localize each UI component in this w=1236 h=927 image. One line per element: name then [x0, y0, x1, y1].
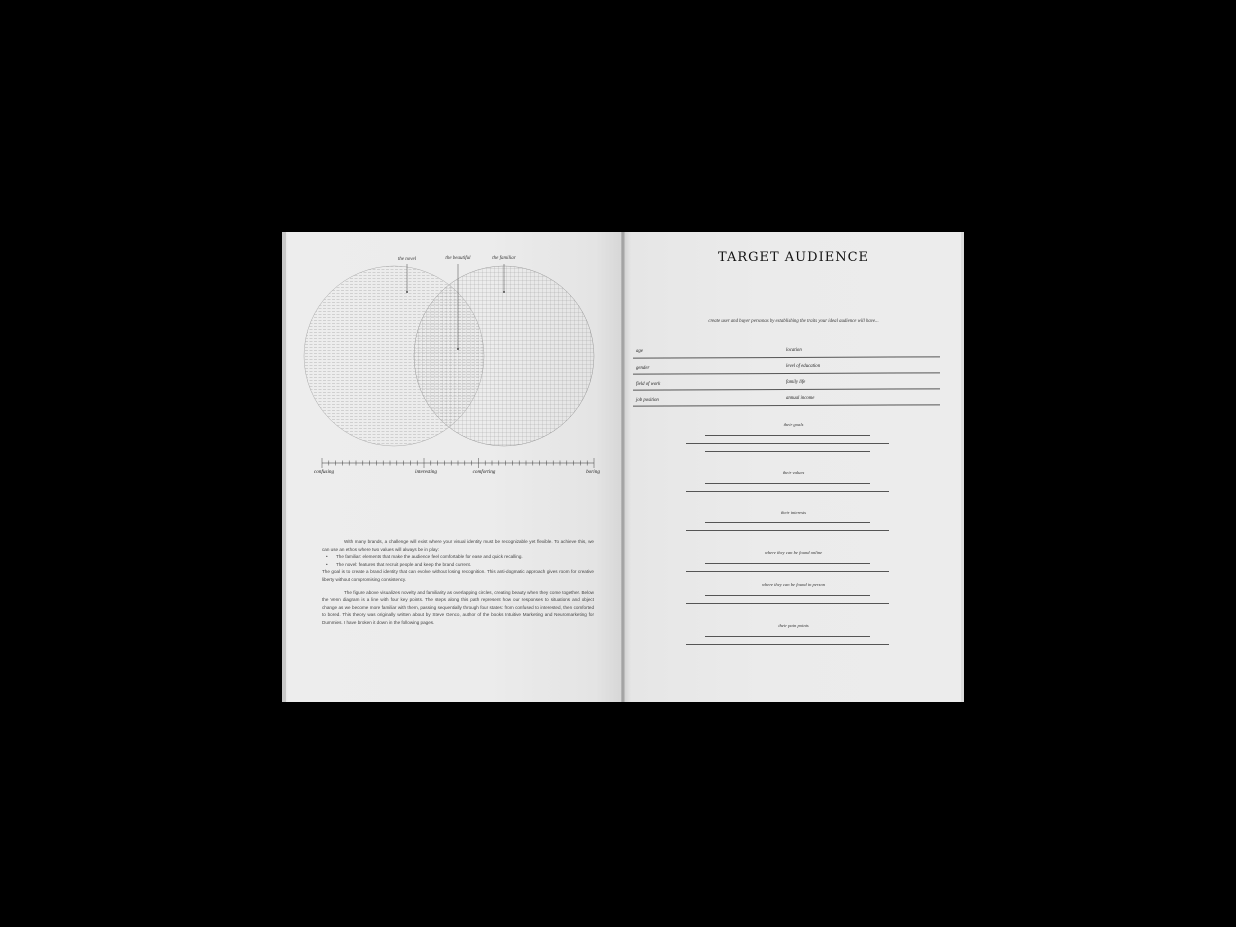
scale-label-confusing: confusing [313, 469, 335, 475]
section-inperson-label: where they can be found in person [761, 582, 826, 587]
scale-label-comforting: comforting [472, 469, 496, 475]
section-painpoints-label: their pain points [778, 623, 809, 628]
magazine-spread [282, 232, 964, 702]
section-goals-line-1[interactable] [705, 435, 870, 436]
body-text [322, 538, 594, 632]
page-edge-right [961, 232, 964, 702]
bullet-familiar: • The familiar: elements that make the audience feel comfortable for ease and quick recalling. [326, 554, 523, 560]
section-inperson-line-2[interactable] [686, 603, 889, 604]
page-title: TARGET AUDIENCE [717, 250, 870, 265]
venn-label-novel: the novel [397, 257, 417, 262]
paragraph-figure: The figure above visualizes novelty and familiarity as overlapping circles, creating beauty when they come together. Below the Venn diagram is a line with four key points. The steps along this path represent how our responses to situations and object change as we become more familiar with them, passing sequentially through four states: from confused to interested, then comforted to bored. This theory was originally written about by Steve Genco, author of the books Intuitive Marketing and Neuromarketing for Dummies. I have broken it down in the following pages. [322, 589, 594, 625]
bullet-novel: • The novel: features that recruit people and keep the brand current. [326, 561, 472, 567]
field-line-row3[interactable] [633, 388, 940, 390]
field-age-label: age [636, 349, 643, 354]
section-values-label: their values [782, 470, 805, 475]
field-income-label: annual income [786, 396, 815, 401]
scale-label-interesting: interesting [415, 469, 437, 475]
section-online-line-1[interactable] [705, 563, 870, 564]
section-goals-line-3[interactable] [705, 451, 870, 452]
intro-text: create user and buyer personas by establishing the traits your ideal audience will have... [708, 319, 879, 324]
field-work-label: field of work [636, 382, 661, 387]
field-job-label: job position [636, 398, 659, 403]
section-inperson-line-1[interactable] [705, 595, 870, 596]
section-interests-label: their interests [780, 510, 807, 515]
venn-label-beautiful: the beautiful [445, 256, 471, 261]
bullet-novel-text: The novel: features that recruit people and keep the brand current. [336, 561, 472, 567]
venn-label-familiar: the familiar [492, 256, 516, 261]
scale-label-boring: boring [586, 469, 600, 475]
field-family-label: family life [786, 380, 806, 385]
section-interests-line-2[interactable] [686, 530, 889, 531]
section-values-line-2[interactable] [686, 491, 889, 492]
left-page [282, 232, 623, 702]
familiar-circle [414, 266, 594, 446]
beautiful-pointer-dot [457, 348, 459, 350]
paragraph-goal: The goal is to create a brand identity that can evolve without losing recognition. This anti-dogmatic approach gives room for creative liberty without compromising consistency. [322, 569, 594, 582]
field-line-row2[interactable] [633, 372, 940, 374]
section-online-line-2[interactable] [686, 571, 889, 572]
spine-gutter [621, 232, 625, 702]
section-goals-line-2[interactable] [686, 443, 889, 444]
novel-pointer-dot [406, 291, 408, 293]
field-location-label: location [786, 348, 802, 353]
section-interests-line-1[interactable] [705, 522, 870, 523]
section-painpoints-line-1[interactable] [705, 636, 870, 637]
right-page [623, 232, 964, 702]
section-online-label: where they can be found online [764, 550, 823, 555]
field-education-label: level of education [786, 364, 821, 369]
venn-diagram [282, 232, 623, 482]
section-goals-label: their goals [783, 422, 804, 427]
section-painpoints-line-2[interactable] [686, 644, 889, 645]
familiar-pointer-dot [503, 291, 505, 293]
paragraph-intro: With many brands, a challenge will exist where your visual identity must be recognizable yet flexible. To achieve this, we can use an ethos where two values will always be in play: [322, 539, 594, 552]
section-values-line-1[interactable] [705, 483, 870, 484]
field-gender-label: gender [636, 366, 650, 371]
field-line-row4[interactable] [633, 404, 940, 406]
bullet-familiar-text: The familiar: elements that make the audience feel comfortable for ease and quick recalling. [336, 554, 523, 560]
field-line-row1[interactable] [633, 356, 940, 358]
familiarity-scale [322, 458, 594, 468]
